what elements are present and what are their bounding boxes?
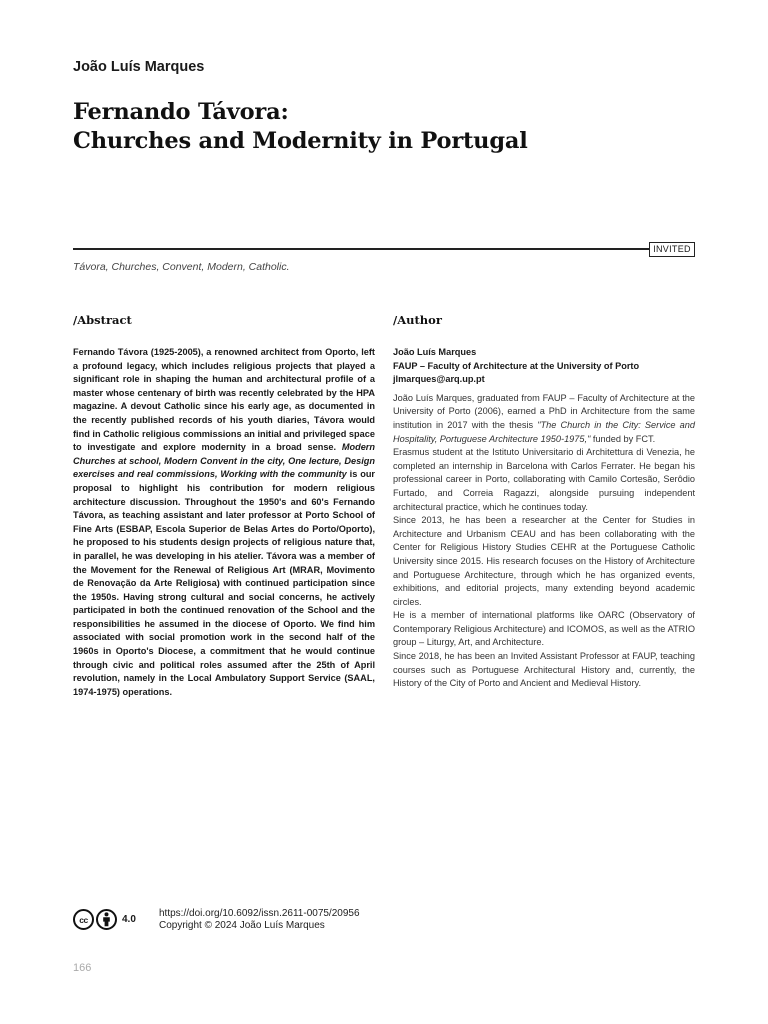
cc-label: cc	[79, 914, 88, 925]
author-email: jlmarques@arq.up.pt	[393, 374, 485, 385]
author-heading: /Author	[393, 313, 442, 327]
doi-link[interactable]: https://doi.org/10.6092/issn.2611-0075/20956	[159, 908, 360, 919]
abstract-part-2: is our proposal to highlight his contribution for modern religious architecture discussion. Throughout the 1950's and 60's Fernando Távora, as teaching assistant and later professor at Porto School of Fine Arts (ESBAP, Escola Superior de Belas Artes do Porto/Oporto), he proposed to his students design projects of religious nature that, in parallel, he was developing in his atelier. Távora was a member of the Movement for the Renewal of Religious Art (MRAR, Movimento de Renovação da Arte Religiosa) with continued participation since the 1950s. Having strong cultural and social concerns, he actively participated in both the continued renovation of the School and the responsibilities he assumed in the diocese of Oporto. We find him associated with social promotion work in the second half of the 1960s in Oporto's Diocese, a commitment that he would continue through civic and political roles assumed after the 25th of April revolution, namely in the Local Ambulatory Support Service (SAAL, 1974-1975) operations.	[73, 469, 376, 697]
article-title	[73, 98, 528, 156]
keywords: Távora, Churches, Convent, Modern, Catholic.	[73, 261, 290, 273]
author-name: João Luís Marques	[393, 347, 477, 357]
author-name-top: João Luís Marques	[73, 59, 205, 75]
author-affiliation: FAUP – Faculty of Architecture at the University of Porto	[393, 360, 640, 371]
abstract-heading: /Abstract	[73, 313, 132, 327]
title-line-1: Fernando Távora:	[73, 99, 289, 125]
bio-p1-thesis: "The Church in the City: Service and Hospitality, Portuguese Architecture 1950-1975,"	[393, 419, 695, 444]
bio-paragraph-4: He is a member of international platforms like OARC (Observatory of Contemporary Religious Architecture) and ICOMOS, as well as the ATRIO group – Liturgy, Art, and Architecture.	[393, 610, 695, 648]
header-rule	[73, 248, 649, 250]
abstract-part-1: Fernando Távora (1925-2005), a renowned architect from Oporto, left a profound legacy, which includes religious projects that played a significant role in shaping the human and architectural profile of a master whose centenary of birth was recently celebrated by the HPA magazine. A devout Catholic since his early age, as documented in the recently published records of his youth diaries, Távora would find in Catholic religious commissions an initial and privileged space to investigate and explore modernity in a broad sense.	[73, 347, 375, 453]
invited-badge: INVITED	[649, 242, 695, 257]
attribution-icon	[96, 909, 117, 930]
license-version: 4.0	[122, 914, 136, 925]
author-column	[393, 346, 695, 691]
copyright: Copyright © 2024 João Luís Marques	[159, 920, 325, 931]
bio-paragraph-1	[393, 392, 695, 446]
doi-block	[159, 908, 360, 932]
bio-p1-before: João Luís Marques, graduated from FAUP – Faculty of Architecture at the University of Porto (2006), earned a PhD in Architecture from the same institution in 2017 with the thesis	[393, 392, 695, 430]
author-meta	[393, 346, 695, 387]
cc-icon	[73, 909, 94, 930]
bio-p1-after: funded by FCT.	[592, 433, 656, 444]
bio-paragraph-5: Since 2018, he has been an Invited Assistant Professor at FAUP, teaching courses such as Portuguese Architectural History and, currently, the History of the City of Porto and Ancient and Medieval History.	[393, 651, 695, 689]
license-badge	[73, 909, 136, 930]
title-line-2: Churches and Modernity in Portugal	[73, 128, 528, 154]
page-number: 166	[73, 962, 92, 974]
abstract-text	[73, 346, 375, 699]
abstract-italic: Modern Churches at school, Modern Convent in the city, One lecture, Design exercises and real commissions, Working with the community	[73, 442, 375, 480]
bio-paragraph-3: Since 2013, he has been a researcher at the Center for Studies in Architecture and Urbanism CEAU and has been collaborating with the Center for Religious History Studies CEHR at the Portuguese Catholic University since 2015. His research focuses on the History of Architecture and Portuguese Architecture, through which he has organized events, exhibitions, and editorial projects, many extending beyond academic circles.	[393, 515, 695, 607]
bio-paragraph-2: Erasmus student at the Istituto Universitario di Architettura di Venezia, he completed an internship in Barcelona with Carlos Ferrater. He began his professional career in Porto, collaborating with Camilo Cortesão, Serôdio Furtado, and Correia Ragazzi, alongside pursuing independent architectural practice, which he continues today.	[393, 447, 695, 512]
author-bio	[393, 392, 695, 691]
